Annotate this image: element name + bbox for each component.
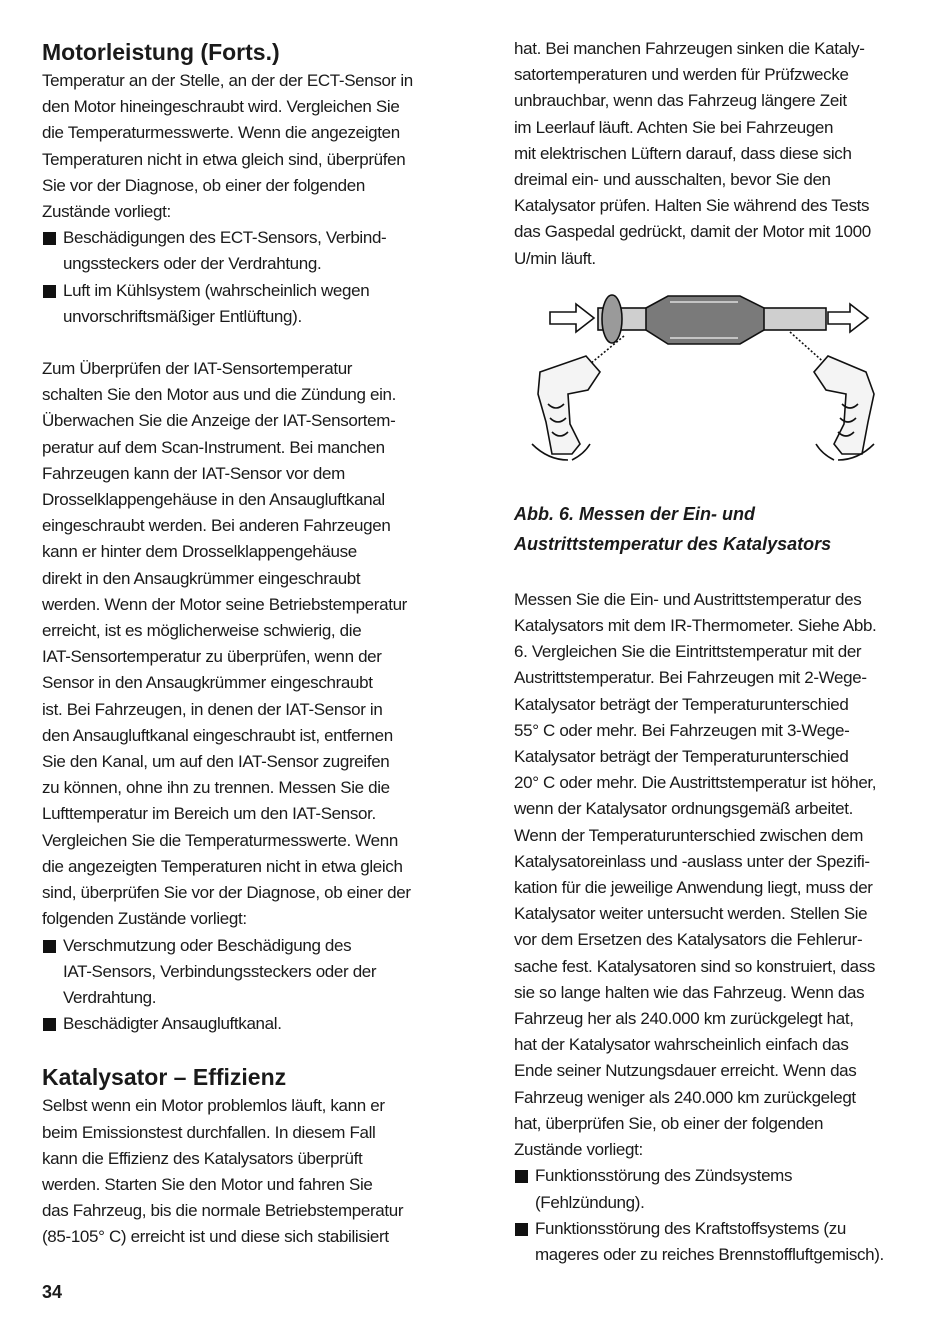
paragraph-katalysator-continued: hat. Bei manchen Fahrzeugen sinken die Kataly- satortemperaturen und werden für Prüfzwecke unbrauchbar, wenn das Fahrzeug längere Zeit im Leerlauf läuft. Achten Sie bei Fahrzeugen mit elektrischen Lüftern darauf, dass diese sich dreimal ein- und ausschalten, bevor Sie den Katalysator prüfen. Halten Sie während des Tests das Gaspedal gedrückt, damit der Motor mit 1000 U/min läuft. — [514, 39, 871, 268]
paragraph-iat-sensor: Zum Überprüfen der IAT-Sensortemperatur schalten Sie den Motor aus und die Zündung ein. Überwachen Sie die Anzeige der IAT-Sensortem- peratur auf dem Scan-Instrument. Bei manchen Fahrzeugen kann der IAT-Sensor vor dem Drosselklappengehäuse in den Ansaugluftkanal eingeschraubt werden. Bei anderen Fahrzeugen kann er hinter dem Drosselklappengehäuse direkt in den Ansaugkrümmer eingeschraubt werden. Wenn der Motor seine Betriebstemperatur erreicht, ist es möglicherweise schwierig, die IAT-Sensortemperatur zu überprüfen, wenn der Sensor in den Ansaugkrümmer eingeschraubt ist. Bei Fahrzeugen, in denen der IAT-Sensor in den Ansaugluftkanal eingeschraubt ist, entfernen Sie den Kanal, um auf den IAT-Sensor zugreifen zu können, ohne ihn zu trennen. Messen Sie die Lufttemperatur im Bereich um den IAT-Sensor. Vergleichen Sie die Temperaturmesswerte. Wenn die angezeigten Temperaturen nicht in etwa gleich sind, überprüfen Sie vor der Diagnose, ob einer der folgenden Zustände vorliegt: — [42, 359, 411, 929]
left-column — [42, 36, 432, 1251]
page-number: 34 — [42, 1282, 63, 1302]
converter-body — [646, 296, 764, 344]
bullet-square-icon — [43, 232, 56, 245]
ir-thermometer-left-icon — [538, 356, 600, 454]
section-heading-motorleistung: Motorleistung (Forts.) — [42, 39, 280, 65]
outlet-arrow-icon — [828, 304, 868, 332]
bullet-list-iat — [42, 933, 432, 1038]
paragraph-messung: Messen Sie die Ein- und Austrittstemperatur des Katalysators mit dem IR-Thermometer. Siehe Abb. 6. Vergleichen Sie die Eintrittstemperatur mit der Austrittstemperatur. Bei Fahrzeugen mit 2-Wege- Katalysator beträgt der Temperaturunterschied 55° C oder mehr. Bei Fahrzeugen mit 3-Wege- Katalysator beträgt der Temperaturunterschied 20° C oder mehr. Die Austrittstemperatur ist höher, wenn der Katalysator ordnungsgemäß arbeitet. Wenn der Temperaturunterschied zwischen dem Katalysatoreinlass und -auslass unter der Spezifi- kation für die jeweilige Anwendung liegt, muss der Katalysator weiter untersucht werden. Stellen Sie vor dem Ersetzen des Katalysators die Fehlerur- sache fest. Katalysatoren sind so konstruiert, dass sie so lange halten wie das Fahrzeug. Wenn das Fahrzeug her als 240.000 km zurückgelegt hat, hat der Katalysator wahrscheinlich einfach das Ende seiner Nutzungsdauer erreicht. Wenn das Fahrzeug weniger als 240.000 km zurückgelegt hat, überprüfen Sie, ob einer der folgenden Zustände vorliegt: — [514, 589, 877, 1160]
bullet-list-katalysator — [514, 1163, 904, 1268]
right-column — [514, 36, 904, 1268]
paragraph-ect-sensor: Temperatur an der Stelle, an der der ECT-Sensor in den Motor hineingeschraubt wird. Vergleichen Sie die Temperaturmesswerte. Wenn die angezeigten Temperaturen nicht in etwa gleich sind, überprüfen Sie vor der Diagnose, ob einer der folgenden Zustände vorliegt: — [42, 71, 413, 222]
list-item: Verschmutzung oder Beschädigung des IAT-Sensors, Verbindungssteckers oder der Verdrahtung. — [42, 933, 432, 1012]
list-item: Beschädigungen des ECT-Sensors, Verbind- ungssteckers oder der Verdrahtung. — [42, 225, 432, 277]
bullet-list-ect — [42, 225, 432, 330]
bullet-square-icon — [43, 1018, 56, 1031]
list-item: Funktionsstörung des Zündsystems (Fehlzündung). — [514, 1163, 904, 1215]
catalytic-converter-illustration — [528, 294, 878, 464]
list-item: Luft im Kühlsystem (wahrscheinlich wegen unvorschriftsmäßiger Entlüftung). — [42, 278, 432, 330]
list-item: Funktionsstörung des Kraftstoffsystems (zu mageres oder zu reiches Brennstoffluftgemisch). — [514, 1216, 904, 1268]
bullet-square-icon — [43, 285, 56, 298]
list-item: Beschädigter Ansaugluftkanal. — [42, 1011, 432, 1037]
bullet-square-icon — [515, 1223, 528, 1236]
inlet-arrow-icon — [550, 304, 594, 332]
section-heading-katalysator: Katalysator – Effizienz — [42, 1064, 287, 1091]
bullet-square-icon — [515, 1170, 528, 1183]
paragraph-katalysator-intro: Selbst wenn ein Motor problemlos läuft, kann er beim Emissionstest durchfallen. In diesem Fall kann die Effizienz des Katalysators überprüft werden. Starten Sie den Motor und fahren Sie das Fahrzeug, bis die normale Betriebstemperatur (85-105° C) erreicht ist und diese sich stabilisiert — [42, 1096, 404, 1247]
figure-caption: Abb. 6. Messen der Ein- und Austrittstemperatur des Katalysators — [514, 503, 832, 554]
bullet-square-icon — [43, 940, 56, 953]
